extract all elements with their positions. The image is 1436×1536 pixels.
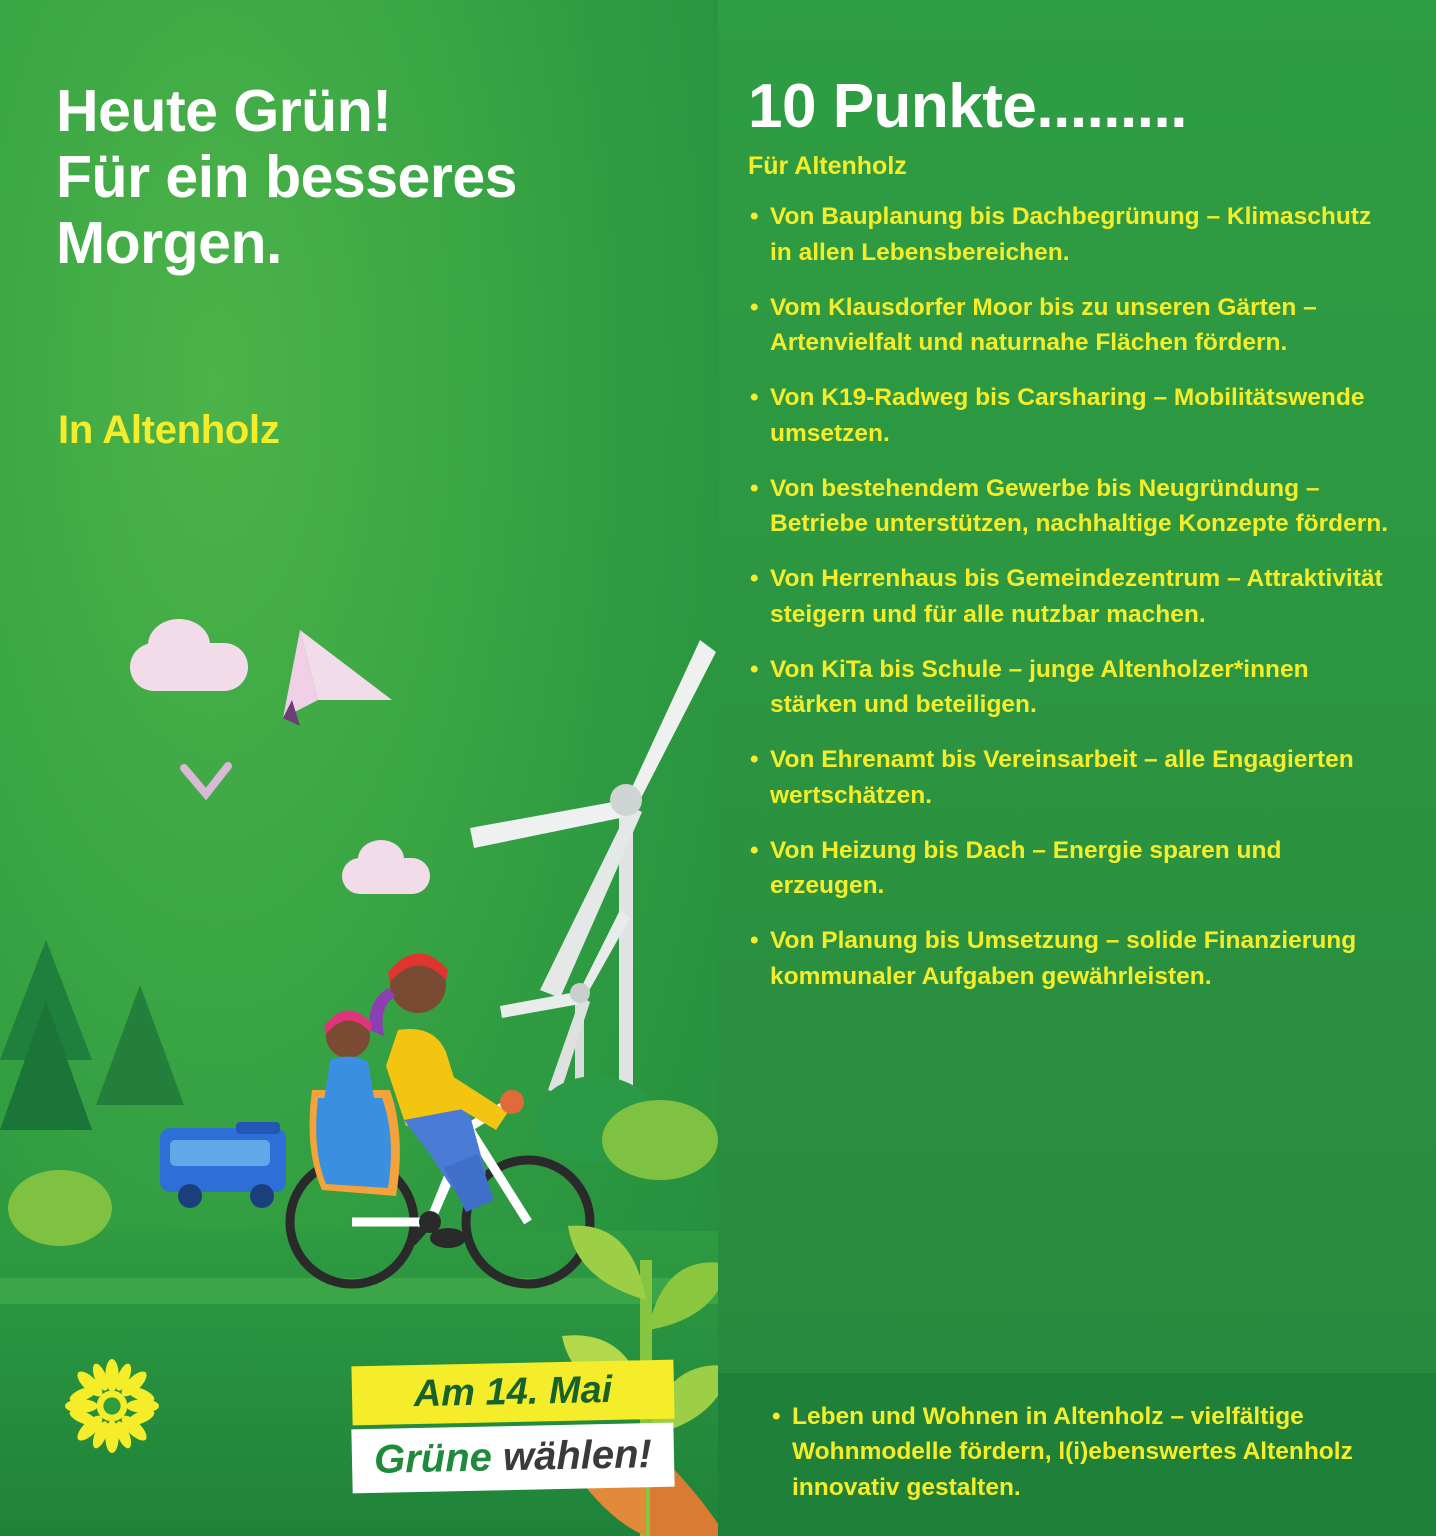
wind-turbine-icon <box>470 640 716 1130</box>
headline-line-1: Heute Grün! <box>56 78 392 144</box>
list-item: • Von Ehrenamt bis Vereinsarbeit – alle Engagierten wertschätzen. <box>748 742 1396 814</box>
headline-line-3: Morgen. <box>56 210 282 277</box>
headline-line-2: Für ein besseres <box>56 144 517 211</box>
sticker-party-name: Grüne <box>373 1435 493 1482</box>
list-item: • Von Planung bis Umsetzung – solide Finanzierung kommunaler Aufgaben gewährleisten. <box>748 923 1396 995</box>
bus-icon <box>160 1122 286 1208</box>
list-item: • Von K19-Radweg bis Carsharing – Mobilitätswende umsetzen. <box>748 380 1396 452</box>
right-panel <box>718 0 1436 1536</box>
list-item: • Vom Klausdorfer Moor bis zu unseren Gärten – Artenvielfalt und naturnahe Flächen fördern. <box>748 290 1396 362</box>
list-item: • Von Bauplanung bis Dachbegrünung – Klimaschutz in allen Lebensbereichen. <box>748 199 1396 271</box>
sticker-vote-word: wählen! <box>491 1432 653 1480</box>
highlight-point-block <box>718 1373 1436 1536</box>
list-item-highlight: • Leben und Wohnen in Altenholz – vielfältige Wohnmodelle fördern, l(i)ebenswertes Altenholz innovativ gestalten. <box>770 1399 1396 1506</box>
list-item: • Von Herrenhaus bis Gemeindezentrum – Attraktivität steigern und für alle nutzbar machen. <box>748 561 1396 633</box>
list-item: • Von KiTa bis Schule – junge Altenholzer*innen stärken und beteiligen. <box>748 652 1396 724</box>
list-item: • Von bestehendem Gewerbe bis Neugründung – Betriebe unterstützen, nachhaltige Konzepte fördern. <box>748 471 1396 543</box>
points-title: 10 Punkte......... <box>748 72 1187 141</box>
bird-small-icon <box>184 766 228 794</box>
points-list <box>748 199 1396 995</box>
bird-icon <box>283 630 392 726</box>
list-item: • Von Heizung bis Dach – Energie sparen und erzeugen. <box>748 833 1396 905</box>
points-container <box>718 0 1436 995</box>
sticker-call-to-action <box>351 1423 674 1494</box>
sunflower-logo <box>64 1358 160 1454</box>
vote-sticker <box>352 1363 674 1490</box>
points-subtitle: Für Altenholz <box>748 152 907 180</box>
sticker-date: Am 14. Mai <box>351 1360 674 1426</box>
subheadline: In Altenholz <box>58 408 280 452</box>
